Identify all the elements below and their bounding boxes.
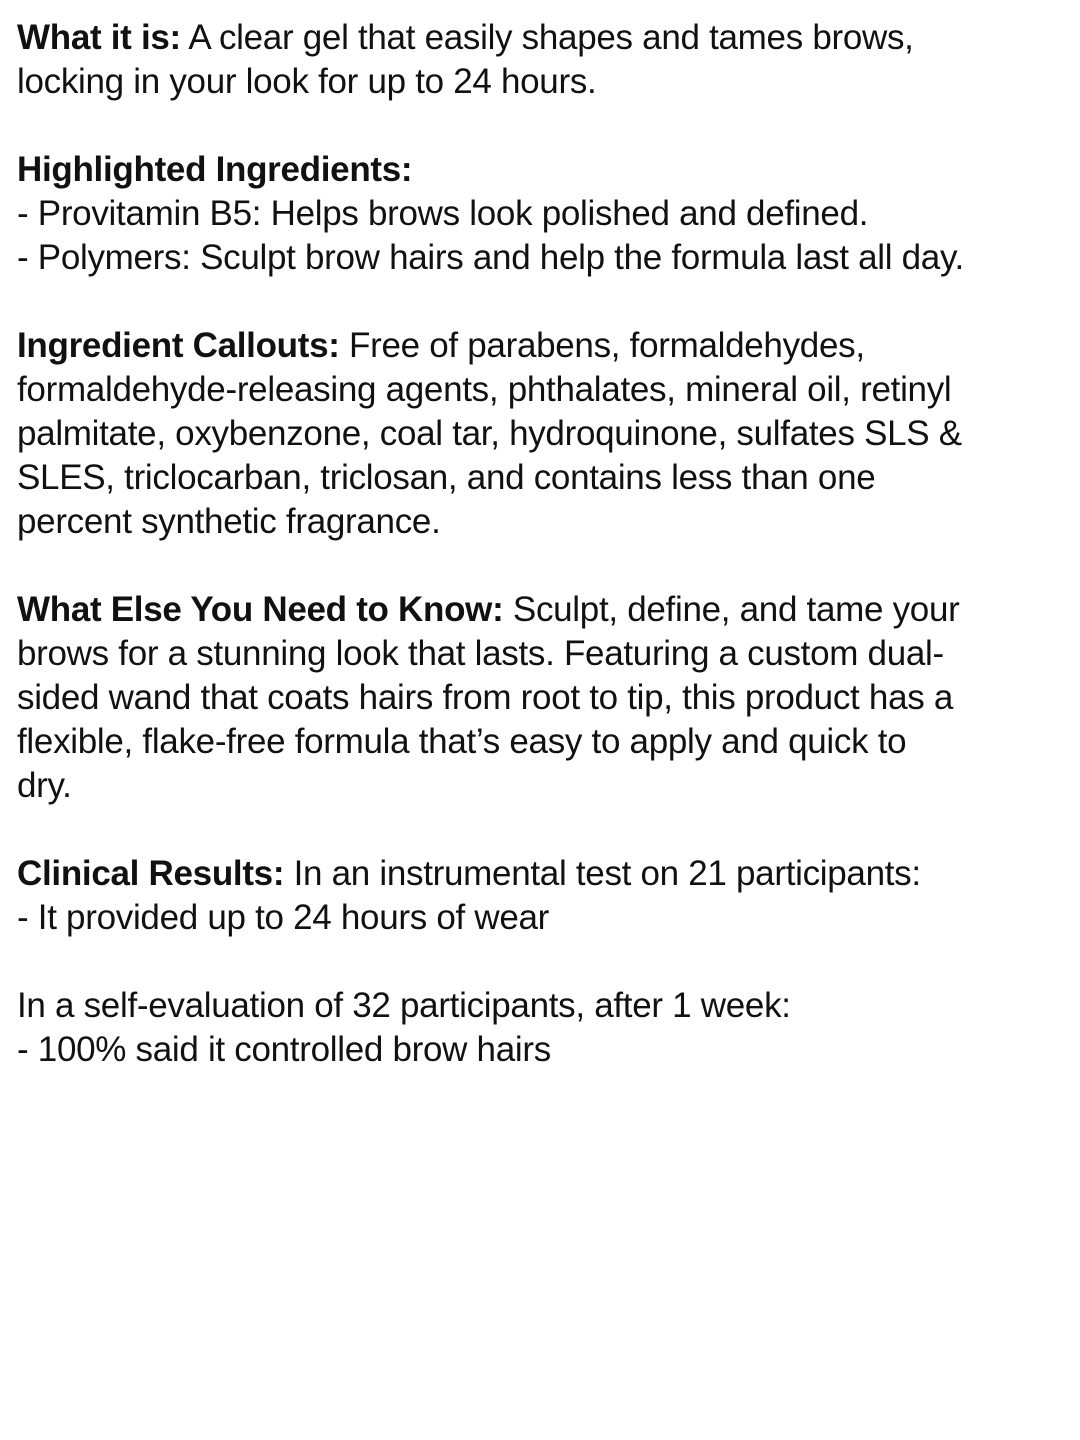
clinical-list-item: - It provided up to 24 hours of wear	[17, 898, 550, 937]
highlighted-ingredients-label: Highlighted Ingredients:	[17, 150, 413, 189]
callouts-line: percent synthetic fragrance.	[17, 502, 441, 541]
callouts-line: SLES, triclocarban, triclosan, and contains less than one	[17, 458, 876, 497]
ingredient-list-item: - Polymers: Sculpt brow hairs and help the formula last all day.	[17, 238, 964, 277]
callouts-line: palmitate, oxybenzone, coal tar, hydroquinone, sulfates SLS &	[17, 414, 962, 453]
clinical-label: Clinical Results:	[17, 854, 285, 893]
self-eval-list-item: - 100% said it controlled brow hairs	[17, 1030, 551, 1069]
what-it-is-line-1	[17, 16, 1075, 60]
what-it-is-text: A clear gel that easily shapes and tames brows,	[180, 18, 914, 57]
what-else-line: flexible, flake-free formula that’s easy to apply and quick to	[17, 722, 907, 761]
clinical-text: In an instrumental test on 21 participants:	[284, 854, 921, 893]
callouts-label: Ingredient Callouts:	[17, 326, 340, 365]
self-eval-intro: In a self-evaluation of 32 participants, after 1 week:	[17, 986, 791, 1025]
ingredient-list-item: - Provitamin B5: Helps brows look polished and defined.	[17, 194, 869, 233]
what-else-line: sided wand that coats hairs from root to tip, this product has a	[17, 678, 954, 717]
highlighted-ingredients-section	[17, 148, 1075, 280]
ingredient-callouts-section	[17, 324, 1075, 544]
what-else-line: brows for a stunning look that lasts. Featuring a custom dual-	[17, 634, 944, 673]
what-else-label: What Else You Need to Know:	[17, 590, 504, 629]
callouts-text: Free of parabens, formaldehydes,	[339, 326, 865, 365]
clinical-results-section	[17, 852, 1075, 940]
what-else-section	[17, 588, 1075, 808]
clinical-line-1	[17, 852, 1075, 896]
what-else-line: dry.	[17, 766, 72, 805]
product-description	[17, 16, 1075, 1116]
self-evaluation-section	[17, 984, 1075, 1072]
what-it-is-line-2: locking in your look for up to 24 hours.	[17, 62, 597, 101]
what-else-text: Sculpt, define, and tame your	[503, 590, 960, 629]
what-it-is-section	[17, 16, 1075, 104]
what-it-is-label: What it is:	[17, 18, 181, 57]
callouts-line-1	[17, 324, 1075, 368]
callouts-line: formaldehyde-releasing agents, phthalates, mineral oil, retinyl	[17, 370, 952, 409]
what-else-line-1	[17, 588, 1075, 632]
